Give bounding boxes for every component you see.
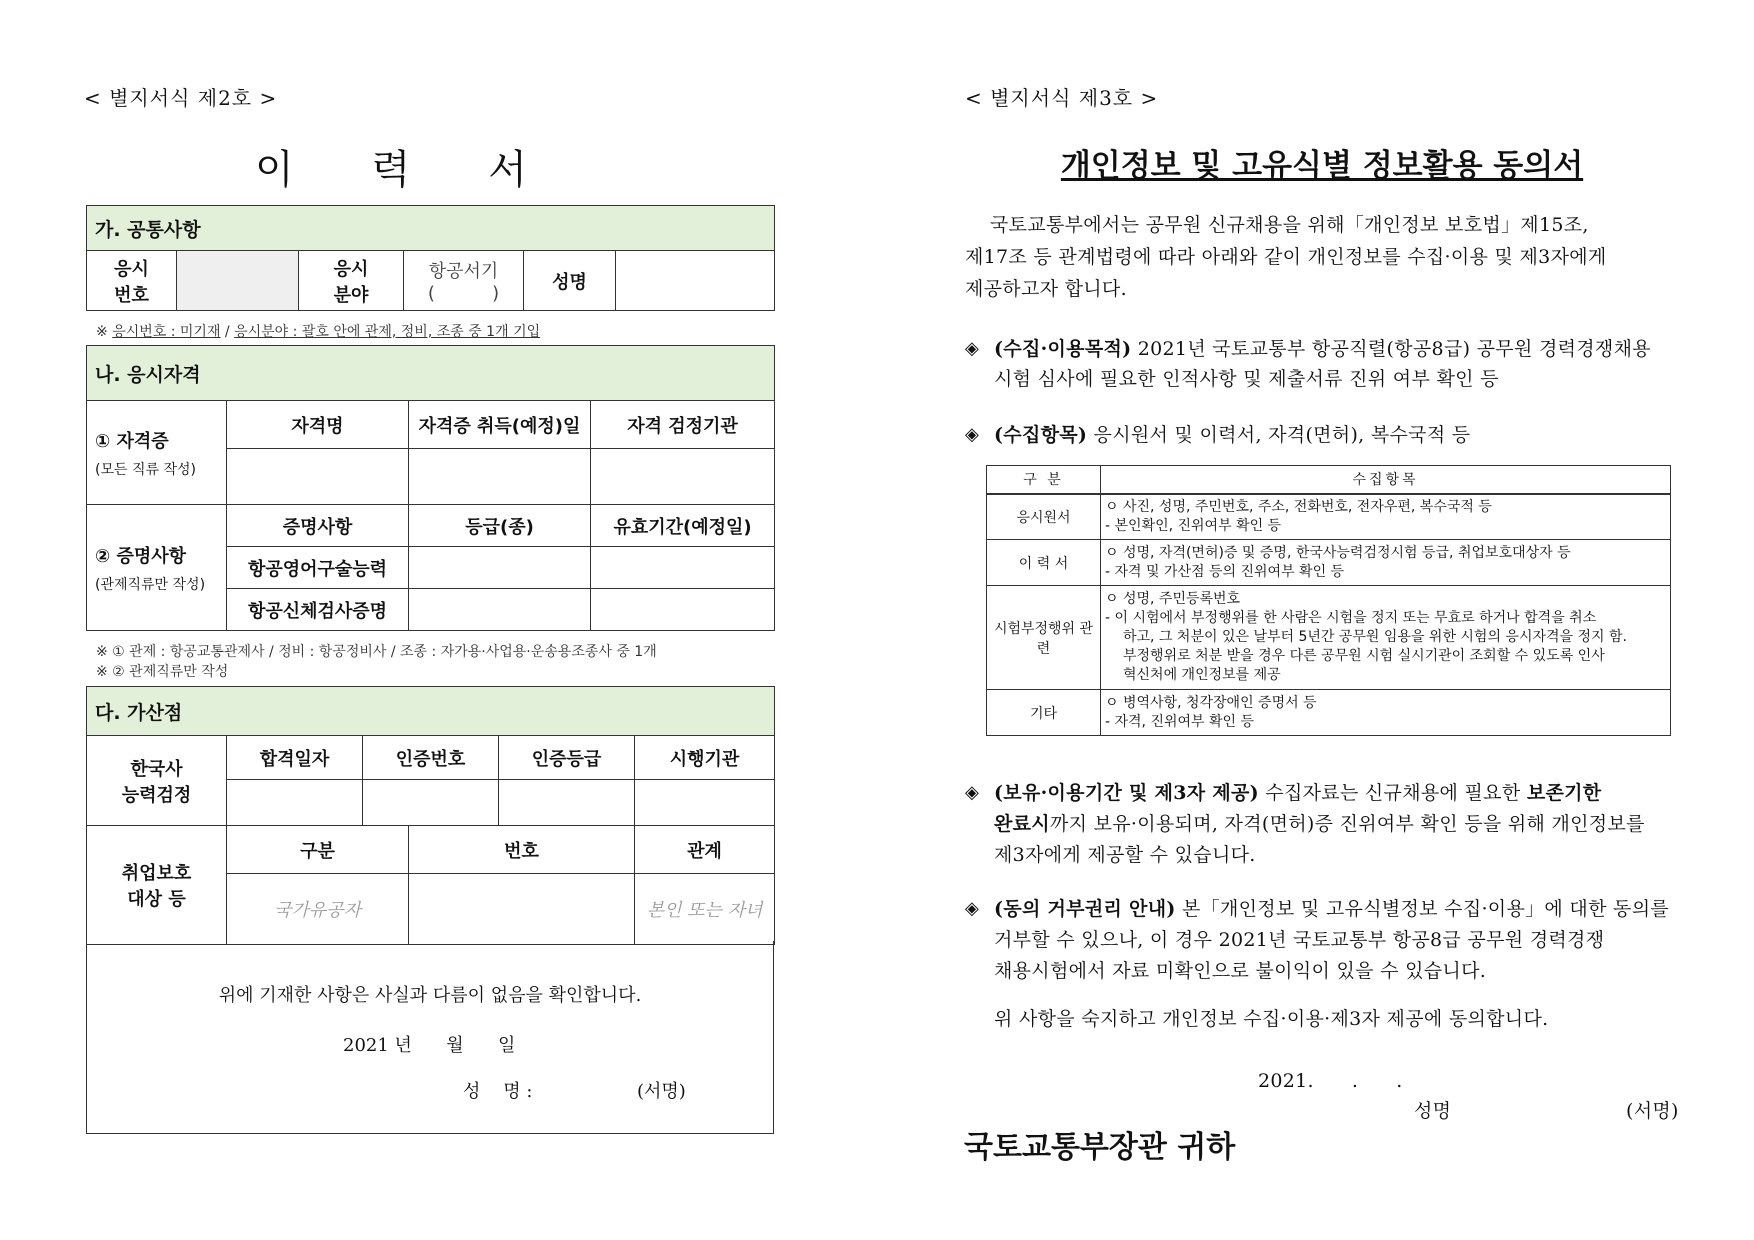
row-items: ㅇ 병역사항, 청각장애인 증명서 등 - 자격, 진위여부 확인 등 xyxy=(1101,690,1671,736)
history-col-agency: 시행기관 xyxy=(635,736,775,780)
proof-col-validity: 유효기간(예정일) xyxy=(591,505,775,547)
exam-no-field xyxy=(177,251,299,311)
history-col-date: 합격일자 xyxy=(227,736,363,780)
purpose-line-2: 시험 심사에 필요한 인적사항 및 제출서류 진위 여부 확인 등 xyxy=(994,368,1499,390)
korean-history-label: 한국사 능력검정 xyxy=(87,736,227,826)
history-grade-input[interactable] xyxy=(499,780,635,826)
proof-col-item: 증명사항 xyxy=(227,505,409,547)
page-title: 이력서 xyxy=(255,147,605,193)
signature-label: 성 명 : xyxy=(463,1081,533,1102)
row-category: 이 력 서 xyxy=(987,540,1101,586)
proof-row-medical: 항공신체검사증명 xyxy=(227,589,409,631)
row-items: ㅇ 사진, 성명, 주민번호, 주소, 전화번호, 전자우편, 복수국적 등 - 본인확인, 진위여부 확인 등 xyxy=(1101,494,1671,540)
table-row xyxy=(987,540,1671,586)
row-items: ㅇ 성명, 자격(면허)증 및 증명, 한국사능력검정시험 등급, 취업보호대상자 등 - 자격 및 가산점 등의 진위여부 확인 등 xyxy=(1101,540,1671,586)
row-category: 기타 xyxy=(987,690,1101,736)
purpose-line-1: (수집·이용목적) 2021년 국토교통부 항공직렬(항공8급) 공무원 경력경쟁채용 xyxy=(994,338,1651,360)
cert-agency-input[interactable] xyxy=(591,449,775,505)
section-header-bonus: 다. 가산점 xyxy=(87,687,775,736)
section-a-note: ※ 응시번호 : 미기재 / 응시분야 : 괄호 안에 관제, 정비, 조종 중 1개 기입 xyxy=(96,324,541,340)
table-row xyxy=(987,494,1671,540)
protect-type-input[interactable]: 국가유공자 xyxy=(227,874,409,945)
signature-mark[interactable]: (서명) xyxy=(637,1081,686,1102)
refusal-line-3: 채용시험에서 자료 미확인으로 불이익이 있을 수 있습니다. xyxy=(994,960,1487,982)
cert-label: ① 자격증 (모든 직류 작성) xyxy=(87,401,227,505)
refusal-line-1: (동의 거부권리 안내) 본「개인정보 및 고유식별정보 수집·이용」에 대한 동의를 xyxy=(994,898,1670,920)
signature-mark[interactable]: (서명) xyxy=(1626,1100,1679,1122)
table-row xyxy=(987,690,1671,736)
proof-label: ② 증명사항 (관제직류만 작성) xyxy=(87,505,227,631)
english-validity-input[interactable] xyxy=(591,547,775,589)
qualification-table xyxy=(86,345,775,631)
cert-col-name: 자격명 xyxy=(227,401,409,449)
bullet-diamond-icon: ◈ xyxy=(965,338,979,359)
medical-validity-input[interactable] xyxy=(591,589,775,631)
table-row xyxy=(987,586,1671,690)
addressee: 국토교통부장관 귀하 xyxy=(964,1130,1236,1165)
section-header-common: 가. 공통사항 xyxy=(87,206,775,251)
exam-field-label: 응시 분야 xyxy=(299,251,404,311)
common-info-table xyxy=(86,205,775,311)
section-header-qualification: 나. 응시자격 xyxy=(87,346,775,401)
history-col-grade: 인증등급 xyxy=(499,736,635,780)
row-category: 응시원서 xyxy=(987,494,1101,540)
cert-date-input[interactable] xyxy=(409,449,591,505)
history-agency-input[interactable] xyxy=(635,780,775,826)
protect-col-number: 번호 xyxy=(409,826,635,874)
bullet-diamond-icon: ◈ xyxy=(965,424,979,445)
proof-row-english: 항공영어구술능력 xyxy=(227,547,409,589)
protect-relation-input[interactable]: 본인 또는 자녀 xyxy=(635,874,775,945)
confirm-date[interactable]: 2021 년 월 일 xyxy=(343,1035,516,1056)
protect-col-type: 구분 xyxy=(227,826,409,874)
section-b-note-1: ※ ① 관제 : 항공교통관제사 / 정비 : 항공정비사 / 조종 : 자가용·사업용·운송용조종사 중 1개 xyxy=(96,644,657,660)
history-date-input[interactable] xyxy=(227,780,363,826)
intro-line-2: 제17조 등 관계법령에 따라 아래와 같이 개인정보를 수집·이용 및 제3자에게 xyxy=(965,246,1607,268)
collection-items-table xyxy=(986,465,1671,736)
retention-line-2: 완료시까지 보유·이용되며, 자격(면허)증 진위여부 확인 등을 위해 개인정보를 xyxy=(994,813,1645,835)
cert-col-agency: 자격 검정기관 xyxy=(591,401,775,449)
page-title: 개인정보 및 고유식별 정보활용 동의서 xyxy=(1060,148,1584,184)
items-line: (수집항목) 응시원서 및 이력서, 자격(면허), 복수국적 등 xyxy=(994,424,1471,446)
retention-line-3: 제3자에게 제공할 수 있습니다. xyxy=(994,844,1256,866)
row-items: ㅇ 성명, 주민등록번호 - 이 시험에서 부정행위를 한 사람은 시험을 정지 또는 무효로 하거나 합격을 취소 하고, 그 처분이 있은 날부터 5년간 공무원 임용을 위한 시험의 응시자격을 정지 함. 부정행위로 처분 받을 경우 다른 공무원 시험 실시기관이 조회할 수 있도록 인사 혁신처에 개인정보를 제공 xyxy=(1101,586,1671,690)
form-number: < 별지서식 제3호 > xyxy=(965,86,1159,110)
signature-label: 성명 xyxy=(1414,1100,1452,1122)
confirm-statement: 위에 기재한 사항은 사실과 다름이 없음을 확인합니다. xyxy=(218,985,642,1006)
section-b-note-2: ※ ② 관제직류만 작성 xyxy=(96,664,229,680)
medical-grade-input[interactable] xyxy=(409,589,591,631)
exam-no-label: 응시 번호 xyxy=(87,251,177,311)
history-cert-no-input[interactable] xyxy=(363,780,499,826)
confirmation-box xyxy=(86,941,774,1134)
agree-statement: 위 사항을 숙지하고 개인정보 수집·이용·제3자 제공에 동의합니다. xyxy=(994,1008,1549,1030)
intro-line-3: 제공하고자 합니다. xyxy=(965,278,1127,300)
retention-line-1: (보유·이용기간 및 제3자 제공) 수집자료는 신규채용에 필요한 보존기한 xyxy=(994,782,1602,804)
name-field[interactable] xyxy=(616,251,775,311)
bullet-diamond-icon: ◈ xyxy=(965,782,979,803)
table-header-items: 수집항목 xyxy=(1101,466,1671,494)
proof-col-grade: 등급(종) xyxy=(409,505,591,547)
employment-protection-label: 취업보호 대상 등 xyxy=(87,826,227,945)
english-grade-input[interactable] xyxy=(409,547,591,589)
table-header-category: 구 분 xyxy=(987,466,1101,494)
consent-date[interactable]: 2021. . . xyxy=(1258,1070,1403,1092)
cert-col-date: 자격증 취득(예정)일 xyxy=(409,401,591,449)
history-col-cert-no: 인증번호 xyxy=(363,736,499,780)
form-number: < 별지서식 제2호 > xyxy=(84,86,278,110)
refusal-line-2: 거부할 수 있으나, 이 경우 2021년 국토교통부 항공8급 공무원 경력경쟁 xyxy=(994,929,1605,951)
bullet-diamond-icon: ◈ xyxy=(965,898,979,919)
name-label: 성명 xyxy=(524,251,616,311)
row-category: 시험부정행위 관련 xyxy=(987,586,1101,690)
exam-field-value[interactable]: 항공서기 ( ) xyxy=(404,251,524,311)
intro-line-1: 국토교통부에서는 공무원 신규채용을 위해「개인정보 보호법」제15조, xyxy=(990,214,1589,236)
bonus-points-table xyxy=(86,686,775,945)
cert-name-input[interactable] xyxy=(227,449,409,505)
protect-col-relation: 관계 xyxy=(635,826,775,874)
protect-number-input[interactable] xyxy=(409,874,635,945)
